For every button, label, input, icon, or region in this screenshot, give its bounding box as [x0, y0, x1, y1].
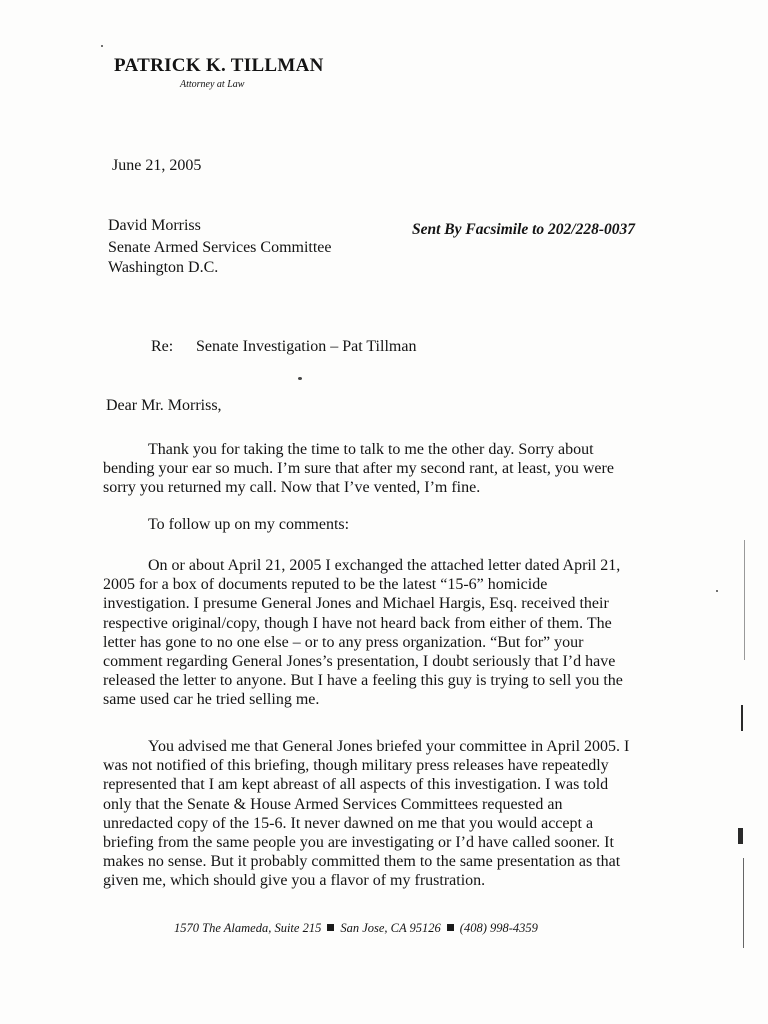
paragraph-line: only that the Senate & House Armed Services Committees requested an	[103, 795, 563, 813]
paragraph-line: You advised me that General Jones briefed your committee in April 2005. I	[148, 738, 630, 755]
paragraph-line: was not notified of this briefing, though military press releases have repeatedly	[103, 757, 609, 775]
paragraph-line: respective original/copy, though I have not heard back from either of them. The	[103, 614, 612, 632]
footer-city: San Jose, CA 95126	[340, 921, 441, 935]
paragraph-line: unredacted copy of the 15-6. It never dawned on me that you would accept a	[103, 814, 594, 832]
paragraph-4	[103, 737, 658, 891]
paragraph-line: bending your ear so much. I’m sure that after my second rant, at least, you were	[103, 460, 614, 478]
scan-edge-mark	[743, 858, 744, 948]
letterhead-title: Attorney at Law	[180, 79, 245, 90]
scan-speck	[101, 45, 103, 47]
subject-text: Senate Investigation – Pat Tillman	[196, 338, 417, 355]
paragraph-line: 2005 for a box of documents reputed to be the latest “15-6” homicide	[103, 576, 548, 594]
paragraph-line: same used car he tried selling me.	[103, 691, 320, 709]
paragraph-3	[103, 556, 658, 710]
delivery-note: Sent By Facsimile to 202/228-0037	[412, 221, 636, 238]
paragraph-line: comment regarding General Jones’s presentation, I doubt seriously that I’d have	[103, 653, 616, 671]
salutation: Dear Mr. Morriss,	[106, 397, 222, 414]
letter-date: June 21, 2005	[112, 157, 202, 174]
footer-contact	[174, 921, 538, 936]
scan-edge-mark	[738, 828, 743, 844]
paragraph-line: Thank you for taking the time to talk to me the other day. Sorry about	[148, 441, 594, 458]
scan-speck	[298, 377, 302, 380]
paragraph-line: On or about April 21, 2005 I exchanged the attached letter dated April 21,	[148, 557, 621, 574]
paragraph-2	[103, 515, 658, 534]
paragraph-line: sorry you returned my call. Now that I’ve vented, I’m fine.	[103, 479, 481, 497]
recipient-name: David Morriss	[108, 217, 201, 234]
scan-edge-mark	[744, 540, 745, 660]
paragraph-line: given me, which should give you a flavor of my frustration.	[103, 872, 486, 890]
footer-address: 1570 The Alameda, Suite 215	[174, 921, 322, 935]
scan-speck	[716, 590, 718, 592]
recipient-organization: Senate Armed Services Committee	[108, 239, 332, 256]
square-bullet-icon	[447, 924, 454, 931]
square-bullet-icon	[327, 924, 334, 931]
paragraph-line: investigation. I presume General Jones and Michael Hargis, Esq. received their	[103, 595, 609, 613]
paragraph-line: briefing from the same people you are investigating or I’d have called sooner. It	[103, 834, 614, 852]
paragraph-line: To follow up on my comments:	[148, 516, 350, 533]
footer-phone: (408) 998-4359	[459, 921, 538, 935]
paragraph-line: makes no sense. But it probably committed them to the same presentation as that	[103, 853, 621, 871]
paragraph-line: represented that I am kept abreast of all aspects of this investigation. I was told	[103, 776, 609, 794]
paragraph-line: released the letter to anyone. But I have a feeling this guy is trying to sell you the	[103, 672, 623, 690]
scan-edge-mark	[741, 705, 743, 731]
paragraph-line: letter has gone to no one else – or to any press organization. “But for” your	[103, 633, 584, 651]
paragraph-1	[103, 440, 658, 498]
letterhead-name: PATRICK K. TILLMAN	[114, 55, 324, 76]
recipient-location: Washington D.C.	[108, 259, 219, 276]
subject-label: Re:	[151, 338, 174, 355]
